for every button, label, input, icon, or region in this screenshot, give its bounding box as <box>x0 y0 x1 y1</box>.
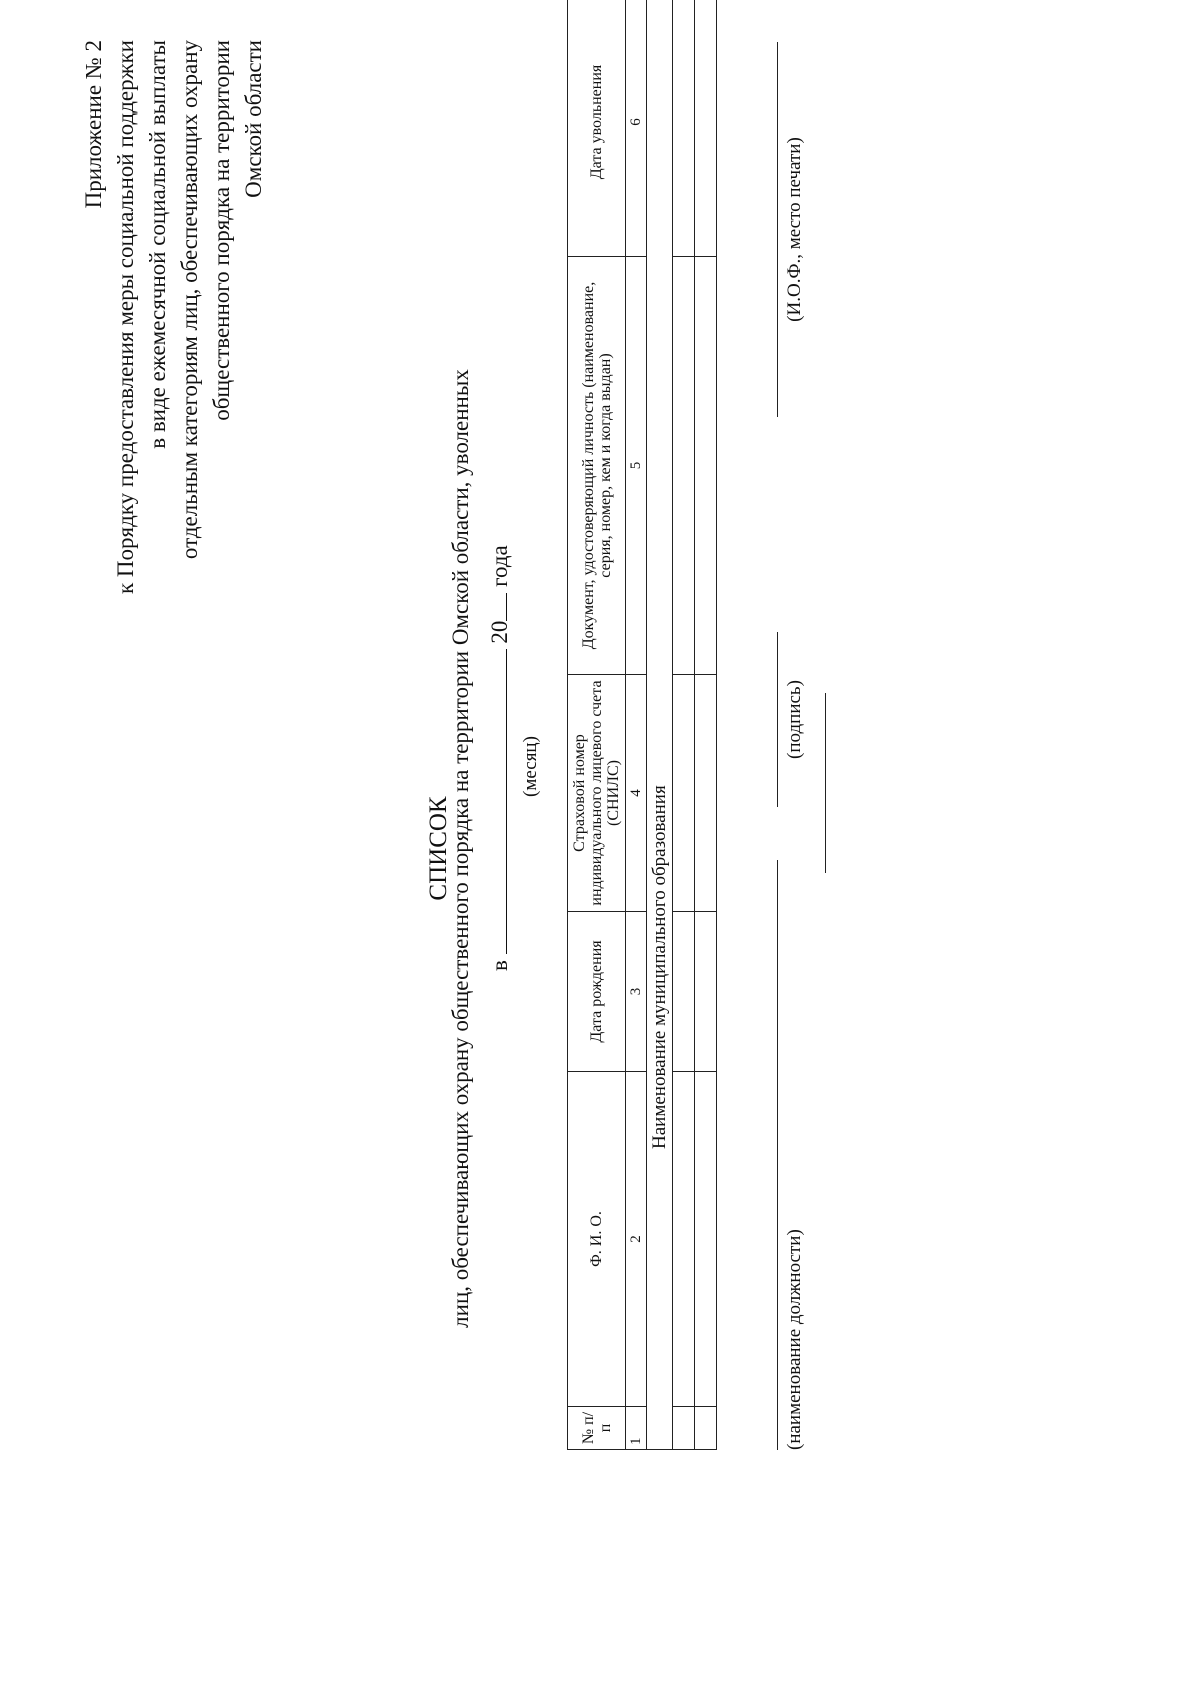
name-stamp-block <box>777 42 806 417</box>
name-caption: (И.О.Ф., место печати) <box>784 137 805 322</box>
municipality-cell: Наименование муниципального образования <box>647 0 673 1450</box>
period-line <box>487 545 513 971</box>
column-number: 4 <box>626 675 647 912</box>
table-cell[interactable] <box>673 1072 695 1407</box>
column-number: 1 <box>626 1407 647 1450</box>
table-cell[interactable] <box>673 0 695 257</box>
month-blank[interactable] <box>506 649 507 954</box>
table-cell[interactable] <box>673 912 695 1072</box>
annex-line: Приложение № 2 <box>81 40 106 209</box>
table-cell[interactable] <box>673 1407 695 1450</box>
municipality-row <box>647 0 673 1450</box>
header-cell-birthdate: Дата рождения <box>568 912 626 1072</box>
table-header-row <box>568 0 626 1450</box>
table-cell[interactable] <box>695 675 717 912</box>
annex-line: к Порядку предоставления меры социальной поддержки <box>113 40 138 595</box>
header-cell-snils: Страховой номер индивидуального лицевого счета (СНИЛС) <box>568 675 626 912</box>
table-row <box>673 0 695 1450</box>
column-number: 6 <box>626 0 647 257</box>
signature-line[interactable] <box>777 632 778 807</box>
column-number-row <box>626 0 647 1450</box>
header-cell-document: Документ, удостоверяющий личность (наименование, серия, номер, кем и когда выдан) <box>568 257 626 675</box>
signature-underline <box>825 693 826 873</box>
header-cell-dismissal-date: Дата увольнения <box>568 0 626 257</box>
table-cell[interactable] <box>673 675 695 912</box>
position-line[interactable] <box>777 860 778 1450</box>
month-caption: (месяц) <box>520 736 541 797</box>
signature-block <box>777 632 806 807</box>
column-number: 3 <box>626 912 647 1072</box>
name-line[interactable] <box>777 42 778 417</box>
document-title: СПИСОК <box>425 796 452 901</box>
table-cell[interactable] <box>695 0 717 257</box>
table-cell[interactable] <box>673 257 695 675</box>
position-signature-block <box>777 860 806 1450</box>
annex-block <box>78 40 270 594</box>
table-cell[interactable] <box>695 257 717 675</box>
table-cell[interactable] <box>695 1072 717 1407</box>
annex-line: Омской области <box>241 40 266 198</box>
table-cell[interactable] <box>695 1407 717 1450</box>
annex-line: отдельным категориям лиц, обеспечивающих охрану <box>177 40 202 560</box>
document-subtitle: лиц, обеспечивающих охрану общественного порядка на территории Омской области, уволенных <box>448 369 473 1328</box>
signature-caption: (подпись) <box>784 680 805 759</box>
table-row <box>695 0 717 1450</box>
header-cell-fio: Ф. И. О. <box>568 1072 626 1407</box>
year-prefix: 20 <box>487 620 512 644</box>
year-suffix: года <box>487 545 512 587</box>
annex-line: общественного порядка на территории <box>209 40 234 421</box>
header-cell-number: № п/п <box>568 1407 626 1450</box>
year-blank[interactable] <box>506 593 507 621</box>
annex-line: в виде ежемесячной социальной выплаты <box>145 40 170 449</box>
column-number: 2 <box>626 1072 647 1407</box>
column-number: 5 <box>626 257 647 675</box>
position-caption: (наименование должности) <box>784 1229 805 1450</box>
employee-table <box>567 0 717 1450</box>
table-cell[interactable] <box>695 912 717 1072</box>
period-prefix: в <box>487 960 512 971</box>
